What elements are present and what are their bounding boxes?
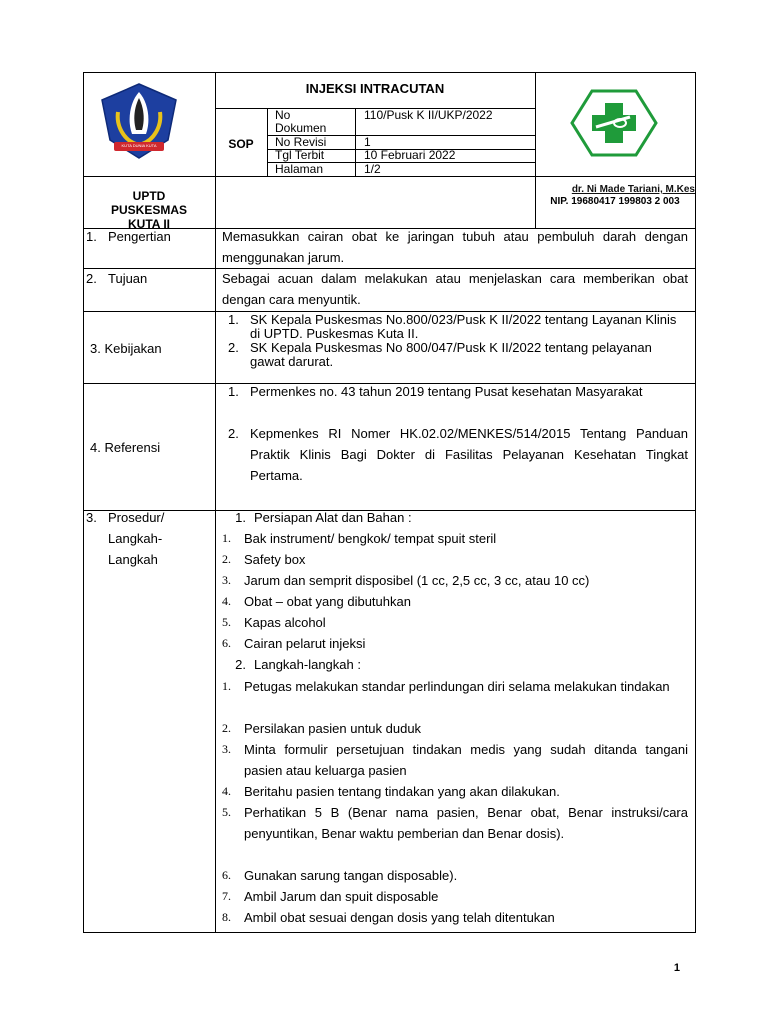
- prosedur-label-line-3: Langkah: [108, 552, 158, 567]
- info-vline-2: [355, 108, 356, 176]
- tujuan-num: 2.: [86, 271, 97, 286]
- list-item: 5. Perhatikan 5 B (Benar nama pasien, Benar obat, Benar instruksi/cara penyuntikan, Benar waktu pemberian dan Benar dosis).: [222, 805, 688, 841]
- prosedur-num: 3.: [86, 510, 97, 525]
- prosedur-label-line-1: Prosedur/: [108, 510, 165, 525]
- list-item: 7. Ambil Jarum dan spuit disposable: [222, 889, 439, 904]
- langkah-heading: [222, 654, 361, 675]
- list-item: 4. Obat – obat yang dibutuhkan: [222, 594, 411, 609]
- tujuan-label: Tujuan: [108, 271, 148, 286]
- list-item: 6. Cairan pelarut injeksi: [222, 636, 366, 651]
- persiapan-heading: [222, 507, 412, 528]
- info-label-no-revisi: No Revisi: [275, 135, 327, 149]
- list-item: 3. Jarum dan semprit disposibel (1 cc, 2,5 cc, 3 cc, atau 10 cc): [222, 573, 590, 588]
- langkah-heading-title: Langkah-langkah :: [254, 657, 361, 672]
- persiapan-heading-num: 1.: [235, 510, 246, 525]
- kebijakan-label: 3. Kebijakan: [90, 341, 162, 356]
- info-value-no-dokumen: 110/Pusk K II/UKP/2022: [364, 108, 493, 122]
- referensi-item-1-num: 1.: [228, 384, 239, 399]
- info-label-tgl-terbit: Tgl Terbit: [275, 148, 325, 162]
- org-name: UPTD PUSKESMAS KUTA II: [110, 189, 187, 231]
- referensi-item-2-text: Kepmenkes RI Nomer HK.02.02/MENKES/514/2015 Tentang Panduan Praktik Klinis Bagi Dokter di Fasilitas Pelayanan Kesehatan Tingkat Pertama.: [250, 426, 688, 483]
- list-item: 5. Kapas alcohol: [222, 615, 326, 630]
- pengertian-text: Memasukkan cairan obat ke jaringan tubuh atau pembuluh darah dengan menggunakan jarum.: [222, 229, 688, 265]
- logo-ribbon-text: KUTA DUNIA KUTA: [121, 143, 157, 148]
- info-value-tgl-terbit: 10 Februari 2022: [364, 148, 456, 162]
- document-title: INJEKSI INTRACUTAN: [305, 81, 445, 96]
- info-label-halaman: Halaman: [275, 162, 324, 176]
- list-item: 1. Bak instrument/ bengkok/ tempat spuit steril: [222, 531, 497, 546]
- tujuan-text: Sebagai acuan dalam melakukan atau menjelaskan cara memberikan obat dengan cara menyuntik.: [222, 271, 688, 307]
- kebijakan-item-1-num: 1.: [228, 312, 239, 327]
- pengertian-label: Pengertian: [108, 229, 171, 244]
- header-hline: [83, 176, 696, 177]
- list-item: 3. Minta formulir persetujuan tindakan medis yang sudah ditanda tangani pasien atau keluarga pasien: [222, 742, 688, 778]
- referensi-label: 4. Referensi: [90, 440, 161, 455]
- signer-nip: NIP. 19680417 199803 2 003: [550, 196, 680, 207]
- puskesmas-left-logo: [100, 82, 178, 160]
- list-item: 6. Gunakan sarung tangan disposable).: [222, 868, 458, 883]
- health-cross-logo: [570, 89, 658, 157]
- kebijakan-item-2-num: 2.: [228, 340, 239, 355]
- kebijakan-item-2-text: SK Kepala Puskesmas No 800/047/Pusk K II/2022 tentang pelayanan gawat darurat.: [250, 340, 652, 369]
- list-item: 4. Beritahu pasien tentang tindakan yang akan dilakukan.: [222, 784, 560, 799]
- persiapan-heading-title: Persiapan Alat dan Bahan :: [254, 510, 412, 525]
- kebijakan-item-1-text: SK Kepala Puskesmas No.800/023/Pusk K II/2022 tentang Layanan Klinis di UPTD. Puskesmas Kuta II.: [250, 312, 677, 341]
- info-value-halaman: 1/2: [364, 162, 381, 176]
- pengertian-num: 1.: [86, 229, 97, 244]
- list-item: 1. Petugas melakukan standar perlindungan diri selama melakukan tindakan: [222, 679, 670, 694]
- header-divider-right: [535, 72, 536, 229]
- list-item: 2. Persilakan pasien untuk duduk: [222, 721, 422, 736]
- langkah-heading-num: 2.: [235, 657, 246, 672]
- referensi-item-2-num: 2.: [228, 426, 239, 441]
- info-value-no-revisi: 1: [364, 135, 371, 149]
- info-vline-1: [267, 108, 268, 176]
- signer-name: dr. Ni Made Tariani, M.Kes: [571, 184, 695, 195]
- info-label-no-dokumen: No Dokumen: [275, 108, 327, 135]
- referensi-item-1-text: Permenkes no. 43 tahun 2019 tentang Pusat kesehatan Masyarakat: [250, 384, 643, 399]
- sop-label: SOP: [228, 137, 254, 151]
- prosedur-label-line-2: Langkah-: [108, 531, 163, 546]
- list-item: 2. Safety box: [222, 552, 306, 567]
- page-number: 1: [673, 962, 680, 974]
- list-item: 8. Ambil obat sesuai dengan dosis yang telah ditentukan: [222, 910, 555, 925]
